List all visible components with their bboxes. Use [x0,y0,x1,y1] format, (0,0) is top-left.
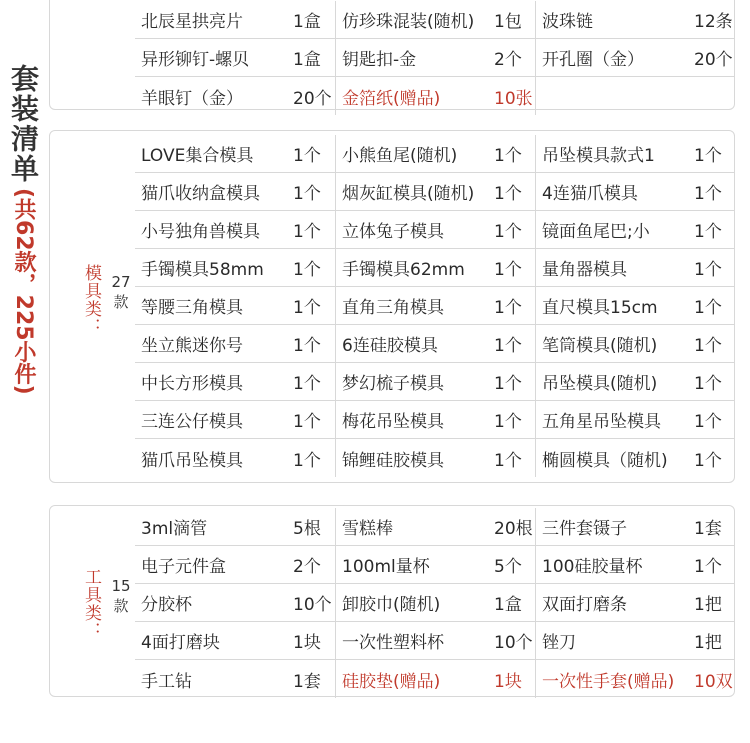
item-cell [535,39,735,77]
item-name: 椭圆模具（随机) [542,450,668,471]
item-cell [135,622,335,660]
item-quantity: 1个 [694,146,722,166]
item-cell [135,508,335,546]
item-cell [335,363,535,401]
item-name: 吊坠模具(随机) [542,374,658,394]
item-cell [535,77,735,115]
item-cell [535,325,735,363]
item-cell [335,325,535,363]
item-cell [135,546,335,584]
item-grid [135,1,735,115]
item-quantity: 1套 [694,519,722,539]
item-quantity: 10个 [494,633,533,653]
set-list-title [6,64,40,395]
item-name: 三件套镊子 [542,519,627,539]
item-name: 6连硅胶模具 [342,336,438,356]
item-quantity: 12条 [694,12,733,32]
title-main: 套装清单 [7,64,40,184]
category-count [107,272,135,312]
item-name: 一次性手套(赠品) [542,671,675,692]
item-cell [335,287,535,325]
item-quantity: 1包 [494,12,522,32]
count-unit: 款 [113,597,129,615]
item-quantity: 5个 [494,557,522,577]
item-quantity: 1块 [293,633,321,653]
item-grid [135,135,735,477]
item-cell [335,1,535,39]
item-quantity: 1个 [694,184,722,204]
item-cell [335,622,535,660]
item-quantity: 1个 [293,336,321,356]
item-quantity: 1个 [293,374,321,394]
item-cell [135,363,335,401]
item-name: 北辰星拱亮片 [141,12,243,32]
item-name: 笔筒模具(随机) [542,336,658,356]
item-name: 手镯模具58mm [141,260,264,280]
item-name: 直角三角模具 [342,298,444,318]
count-unit: 款 [113,293,129,311]
item-quantity: 1个 [494,336,522,356]
item-name: 梅花吊坠模具 [342,412,444,432]
item-grid [135,508,735,698]
item-name: 直尺模具15cm [542,298,658,318]
item-name: 立体兔子模具 [342,222,444,242]
item-cell [335,660,535,698]
item-quantity: 1个 [694,412,722,432]
item-cell [135,249,335,287]
item-cell [535,287,735,325]
item-name: 手镯模具62mm [342,260,465,280]
item-cell [535,173,735,211]
item-cell [335,77,535,115]
item-quantity: 1个 [293,450,321,471]
item-cell [335,211,535,249]
item-name: 坐立熊迷你号 [141,336,243,356]
item-cell [335,135,535,173]
item-quantity: 1个 [494,260,522,280]
item-name: 100硅胶量杯 [542,557,643,577]
item-name: 锦鲤硅胶模具 [342,450,444,471]
item-quantity: 1个 [694,374,722,394]
item-name: 钥匙扣-金 [342,50,417,70]
item-quantity: 1个 [694,298,722,318]
item-quantity: 20个 [293,88,332,109]
item-cell [535,439,735,477]
item-quantity: 20根 [494,519,533,539]
item-name: 量角器模具 [542,260,627,280]
item-quantity: 1个 [293,222,321,242]
item-cell [535,249,735,287]
count-value: 15 [111,577,131,595]
item-cell [535,1,735,39]
item-quantity: 1个 [494,450,522,471]
item-quantity: 1个 [293,146,321,166]
item-name: 电子元件盒 [141,557,226,577]
category-label-tools [63,568,141,678]
title-subtitle: (共62款，225小件) [11,188,36,395]
item-cell [535,135,735,173]
category-name: 工具类： [81,568,101,640]
item-name: 双面打磨条 [542,595,627,615]
item-name: 100ml量杯 [342,557,430,577]
item-quantity: 1盒 [293,12,321,32]
item-quantity: 1个 [494,184,522,204]
item-name: 4连猫爪模具 [542,184,638,204]
item-name: 等腰三角模具 [141,298,243,318]
item-name: 小熊鱼尾(随机) [342,146,458,166]
item-quantity: 1个 [293,298,321,318]
item-cell [335,39,535,77]
item-name: 金箔纸(赠品) [342,88,441,109]
item-cell [535,622,735,660]
item-cell [535,546,735,584]
item-cell [135,660,335,698]
item-name: 一次性塑料杯 [342,633,444,653]
item-cell [135,173,335,211]
item-quantity: 1套 [293,671,321,692]
item-quantity: 5根 [293,519,321,539]
item-name: 开孔圈（金） [542,50,644,70]
item-quantity: 1把 [694,595,722,615]
item-quantity: 1个 [494,222,522,242]
item-quantity: 10个 [293,595,332,615]
item-name: 五角星吊坠模具 [542,412,661,432]
category-name: 模具类： [81,264,101,336]
item-name: 4面打磨块 [141,633,220,653]
item-cell [335,439,535,477]
item-cell [335,249,535,287]
item-quantity: 1盒 [293,50,321,70]
count-value: 27 [111,273,131,291]
item-cell [135,401,335,439]
item-name: 烟灰缸模具(随机) [342,184,475,204]
item-quantity: 2个 [293,557,321,577]
item-name: 波珠链 [542,12,593,32]
item-cell [135,77,335,115]
item-name: LOVE集合模具 [141,146,254,166]
item-quantity: 1个 [494,412,522,432]
item-cell [135,39,335,77]
item-quantity: 1个 [694,450,722,471]
item-cell [135,1,335,39]
item-cell [135,325,335,363]
item-name: 锉刀 [542,633,576,653]
item-cell [135,439,335,477]
item-cell [135,135,335,173]
item-quantity: 1块 [494,671,522,692]
item-quantity: 1个 [694,557,722,577]
item-name: 仿珍珠混装(随机) [342,12,475,32]
item-cell [335,584,535,622]
item-cell [535,584,735,622]
item-cell [535,363,735,401]
item-quantity: 1把 [694,633,722,653]
item-name: 硅胶垫(赠品) [342,671,441,692]
item-name: 中长方形模具 [141,374,243,394]
item-name: 雪糕棒 [342,519,393,539]
accessories-panel [49,0,735,110]
molds-panel [49,130,735,483]
item-quantity: 10张 [494,88,533,109]
item-quantity: 1个 [293,184,321,204]
item-name: 猫爪收纳盒模具 [141,184,260,204]
item-quantity: 1个 [694,222,722,242]
item-name: 三连公仔模具 [141,412,243,432]
item-cell [535,211,735,249]
item-cell [335,546,535,584]
tools-panel [49,505,735,697]
item-cell [535,401,735,439]
item-quantity: 1个 [293,260,321,280]
item-quantity: 10双 [694,671,733,692]
item-name: 手工钻 [141,671,192,692]
item-name: 镜面鱼尾巴;小 [542,222,650,242]
item-quantity: 1个 [494,298,522,318]
category-count [107,576,135,616]
item-quantity: 1个 [293,412,321,432]
item-quantity: 1个 [494,146,522,166]
item-cell [335,173,535,211]
item-cell [535,660,735,698]
item-name: 羊眼钉（金） [141,88,243,109]
category-label-molds [63,264,141,374]
item-quantity: 20个 [694,50,733,70]
item-name: 分胶杯 [141,595,192,615]
item-quantity: 1盒 [494,595,522,615]
item-name: 异形铆钉-螺贝 [141,50,250,70]
item-name: 猫爪吊坠模具 [141,450,243,471]
item-name: 卸胶巾(随机) [342,595,441,615]
item-cell [135,287,335,325]
item-name: 小号独角兽模具 [141,222,260,242]
item-name: 梦幻梳子模具 [342,374,444,394]
item-name: 3ml滴管 [141,519,208,539]
item-cell [135,211,335,249]
item-cell [135,584,335,622]
item-cell [335,508,535,546]
item-name: 吊坠模具款式1 [542,146,655,166]
item-quantity: 2个 [494,50,522,70]
item-quantity: 1个 [694,336,722,356]
item-quantity: 1个 [694,260,722,280]
item-quantity: 1个 [494,374,522,394]
item-cell [335,401,535,439]
item-cell [535,508,735,546]
